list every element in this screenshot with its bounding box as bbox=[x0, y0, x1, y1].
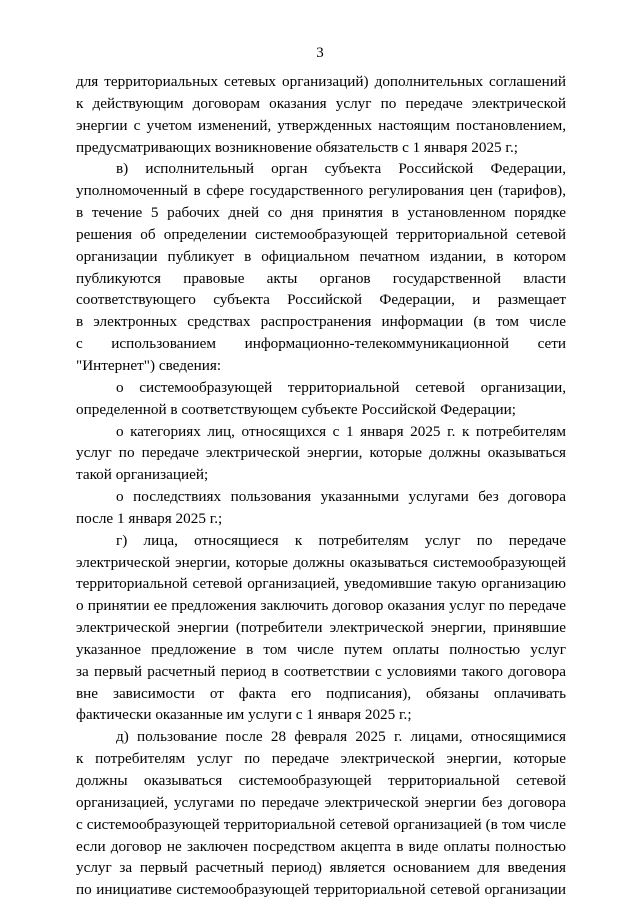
text-line: услуг за первый расчетный период) является основанием для введения bbox=[76, 859, 566, 877]
text-line: должны оказываться системообразующей территориальной сетевой bbox=[76, 772, 566, 789]
text-line: предусматривающих возникновение обязательств с 1 января 2025 г.; bbox=[76, 138, 518, 156]
text-line: для территориальных сетевых организаций) дополнительных соглашений bbox=[76, 73, 566, 90]
text-line: о последствиях пользования указанными услугами без договора bbox=[116, 488, 566, 506]
text-line: указанное предложение в том числе путем оплаты полностью услуг bbox=[76, 640, 566, 658]
text-line: организацией, услугами по передаче электрической энергии без договора bbox=[76, 793, 566, 811]
text-line: в) исполнительный орган субъекта Российской Федерации, bbox=[116, 160, 566, 178]
text-line: решения об определении системообразующей территориальной сетевой bbox=[76, 225, 566, 243]
text-line: энергии с учетом изменений, утвержденных настоящим постановлением, bbox=[76, 116, 566, 134]
text-line: д) пользование после 28 февраля 2025 г. лицами, относящимися bbox=[116, 728, 566, 746]
text-line: с использованием информационно-телекоммуникационной сети bbox=[76, 335, 566, 353]
text-line: соответствующего субъекта Российской Федерации, и размещает bbox=[76, 291, 566, 309]
text-line: о категориях лиц, относящихся с 1 января 2025 г. к потребителям bbox=[116, 422, 566, 440]
text-line: организации публикует в официальном печатном издании, в котором bbox=[76, 247, 566, 265]
text-line: если договор не заключен посредством акцепта в виде оплаты полностью bbox=[76, 837, 566, 855]
text-line: публикуются правовые акты органов государственной власти bbox=[76, 269, 566, 287]
text-line: территориальной сетевой организацией, уведомившие такую организацию bbox=[76, 575, 566, 593]
text-line: такой организацией; bbox=[76, 466, 209, 484]
text-line: фактически оказанные им услуги с 1 января 2025 г.; bbox=[76, 706, 412, 724]
text-line: по инициативе системообразующей территориальной сетевой организации bbox=[76, 881, 566, 899]
text-line: уполномоченный в сфере государственного регулирования цен (тарифов), bbox=[76, 182, 566, 200]
text-line: в течение 5 рабочих дней со дня принятия в установленном порядке bbox=[76, 204, 566, 222]
text-line: определенной в соответствующем субъекте Российской Федерации; bbox=[76, 400, 517, 418]
text-line: с системообразующей территориальной сетевой организацией (в том числе bbox=[76, 815, 566, 833]
text-line: к потребителям услуг по передаче электрической энергии, которые bbox=[76, 750, 566, 768]
text-line: о принятии ее предложения заключить договор оказания услуг по передаче bbox=[76, 597, 566, 615]
text-line: в электронных средствах распространения информации (в том числе bbox=[76, 313, 566, 331]
document-body bbox=[76, 71, 566, 901]
text-line: о системообразующей территориальной сетевой организации, bbox=[116, 378, 566, 396]
page-number: 3 bbox=[316, 45, 324, 61]
text-line: "Интернет") сведения: bbox=[76, 356, 222, 374]
text-line: электрической энергии, которые должны оказываться системообразующей bbox=[76, 553, 566, 571]
text-line: электрической энергии (потребители электрической энергии, принявшие bbox=[76, 619, 566, 637]
text-line: услуг по передаче электрической энергии, которые должны оказываться bbox=[76, 444, 566, 462]
text-line: вне зависимости от факта его подписания), обязаны оплачивать bbox=[76, 684, 566, 702]
text-line: за первый расчетный период в соответствии с условиями такого договора bbox=[76, 662, 566, 680]
text-line: к действующим договорам оказания услуг по передаче электрической bbox=[76, 94, 566, 112]
text-line: г) лица, относящиеся к потребителям услуг по передаче bbox=[116, 531, 566, 549]
text-line: после 1 января 2025 г.; bbox=[76, 509, 223, 527]
